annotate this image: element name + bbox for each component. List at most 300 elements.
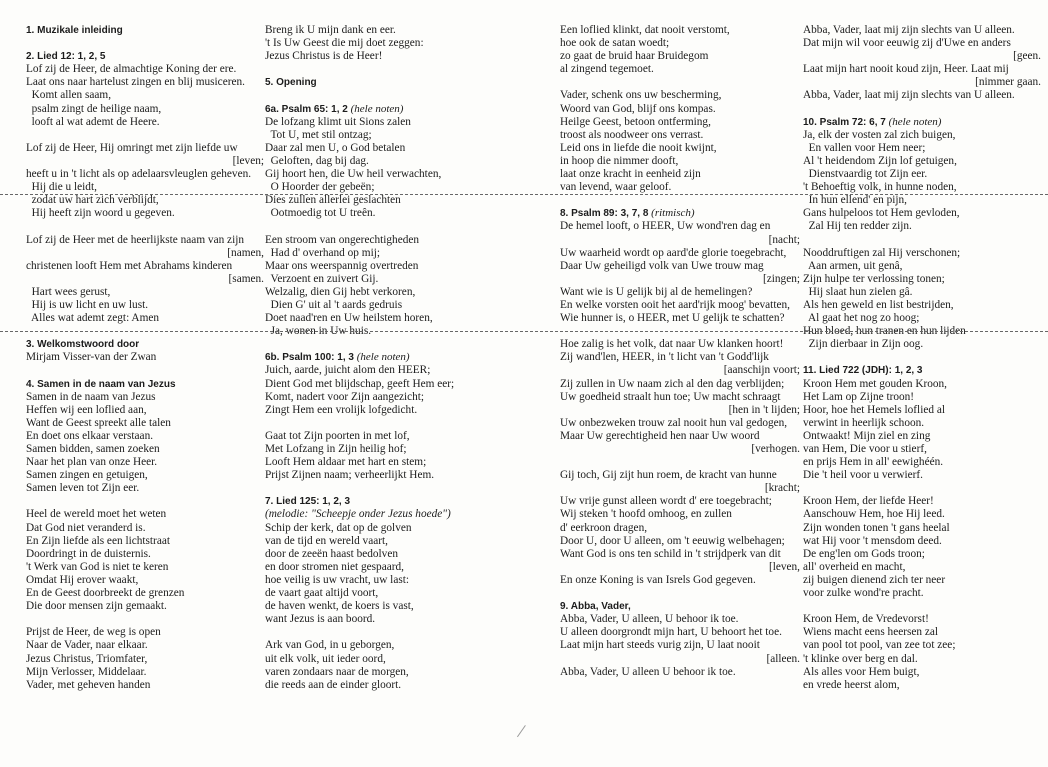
heading-text: 6a. Psalm 65: 1, 2 xyxy=(265,103,348,115)
heading-text: 4. Samen in de naam van Jezus xyxy=(26,378,176,390)
lyric-line xyxy=(26,548,266,561)
lyric-line xyxy=(560,535,802,548)
lyric-line xyxy=(26,587,266,600)
line-text: zij buigen dienend zich ter neer xyxy=(803,573,946,586)
lyric-line xyxy=(560,378,802,391)
line-continuation xyxy=(26,155,266,168)
lyric-line xyxy=(560,247,802,260)
lyric-line xyxy=(26,260,266,273)
line-text: christenen looft Hem met Abrahams kinderen xyxy=(26,259,233,272)
lyric-line xyxy=(265,207,533,220)
section-heading xyxy=(560,207,802,220)
lyric-line xyxy=(265,404,533,417)
lyric-line xyxy=(560,37,802,50)
line-text: Aanschouw Hem, hoe Hij leed. xyxy=(803,508,945,521)
line-continuation xyxy=(560,653,802,666)
lyric-line xyxy=(265,312,533,325)
lyric-line xyxy=(26,417,266,430)
line-text: Uw goedheid straalt hun toe; Uw macht schraagt xyxy=(560,390,781,403)
line-text: zo gaat de bruid haar Bruidegom xyxy=(560,50,709,63)
line-text: Kroon Hem, der liefde Heer! xyxy=(803,495,934,508)
stanza-gap xyxy=(265,63,533,76)
lyric-line xyxy=(560,129,802,142)
lyric-line xyxy=(26,89,266,102)
line-text: Uw vrije gunst alleen wordt d' ere toegebracht; xyxy=(560,495,772,508)
stanza-gap xyxy=(265,338,533,351)
line-text: Ja, wonen in Uw huis. xyxy=(265,325,372,338)
stanza-gap xyxy=(26,613,266,626)
lyric-line xyxy=(26,666,266,679)
line-text: Laat ons naar hartelust zingen en blij musiceren. xyxy=(26,76,245,89)
line-text: Samen leven tot Zijn eer. xyxy=(26,482,140,495)
line-text: psalm zingt de heilige naam, xyxy=(26,102,162,115)
lyric-line xyxy=(803,417,1043,430)
lyric-line xyxy=(265,24,533,37)
heading-text: 6b. Psalm 100: 1, 3 xyxy=(265,352,354,364)
line-text: Al gaat het nog zo hoog; xyxy=(803,312,920,325)
lyric-line xyxy=(560,63,802,76)
lyric-line xyxy=(265,653,533,666)
line-text: Dies zullen allerlei geslachten xyxy=(265,194,401,207)
lyric-line xyxy=(803,456,1043,469)
line-text: Omdat Hij erover waakt, xyxy=(26,573,139,586)
line-text: Maar Uw gerechtigheid hen naar Uw woord xyxy=(560,429,760,442)
line-continuation xyxy=(26,247,266,260)
lyric-line xyxy=(803,443,1043,456)
lyric-line xyxy=(265,391,533,404)
lyric-line xyxy=(560,574,802,587)
lyric-line xyxy=(803,338,1043,351)
lyric-line xyxy=(26,561,266,574)
lyric-line xyxy=(560,103,802,116)
lyric-line xyxy=(26,234,266,247)
lyric-line xyxy=(803,378,1043,391)
lyric-line xyxy=(265,129,533,142)
line-text: Die door mensen zijn gemaakt. xyxy=(26,600,167,613)
section-heading xyxy=(265,351,533,364)
lyric-line xyxy=(26,626,266,639)
lyric-line xyxy=(803,286,1043,299)
heading-text: 1. Muzikale inleiding xyxy=(26,25,123,36)
lyric-line xyxy=(265,181,533,194)
line-text: laat onze kracht in eenheid zijn xyxy=(560,168,701,181)
lyric-line xyxy=(26,430,266,443)
lyric-line xyxy=(26,351,266,364)
line-text: Als hen geweld en list bestrijden, xyxy=(803,298,954,311)
stanza-gap xyxy=(803,482,1043,495)
line-text: [hen in 't lijden; xyxy=(728,403,800,416)
line-text: En doet ons elkaar verstaan. xyxy=(26,429,154,442)
line-text: Vader, met geheven handen xyxy=(26,678,151,691)
lyric-line xyxy=(26,482,266,495)
line-text: verwint in heerlijk schoon. xyxy=(803,416,925,429)
section-heading xyxy=(26,378,266,391)
lyric-line xyxy=(265,378,533,391)
stanza-gap xyxy=(265,220,533,233)
lyric-line xyxy=(265,37,533,50)
line-text: die reeds aan de einder gloort. xyxy=(265,678,402,691)
line-text: want Jezus is aan boord. xyxy=(265,613,376,626)
line-text: Gaat tot Zijn poorten in met lof, xyxy=(265,429,410,442)
stanza-gap xyxy=(265,626,533,639)
line-text: Leid ons in liefde die nooit kwijnt, xyxy=(560,141,717,154)
line-continuation xyxy=(560,561,802,574)
section-heading xyxy=(26,24,266,37)
line-text: varen zondaars naar de morgen, xyxy=(265,665,409,678)
line-text: Laat mijn hart nooit koud zijn, Heer. Laat mij xyxy=(803,63,1009,76)
lyric-line xyxy=(803,273,1043,286)
stanza-gap xyxy=(265,89,533,102)
lyric-line xyxy=(265,299,533,312)
line-text: De lofzang klimt uit Sions zalen xyxy=(265,115,411,128)
line-text: En vallen voor Hem neer; xyxy=(803,141,926,154)
lyric-line xyxy=(803,613,1043,626)
lyric-line xyxy=(265,522,533,535)
lyric-line xyxy=(265,273,533,286)
heading-note: (hele noten) xyxy=(350,102,404,115)
line-text: Want wie is U gelijk bij al de hemelingen? xyxy=(560,285,753,298)
lyric-line xyxy=(26,194,266,207)
stanza-gap xyxy=(560,194,802,207)
line-text: en door stromen niet gespaard, xyxy=(265,560,404,573)
heading-text: 7. Lied 125: 1, 2, 3 xyxy=(265,496,351,508)
line-text: [aanschijn voort; xyxy=(723,364,800,377)
line-text: [zingen; xyxy=(762,272,800,285)
lyric-line xyxy=(560,522,802,535)
lyric-line xyxy=(265,155,533,168)
lyric-line xyxy=(803,89,1043,102)
line-text: Dat mijn wil voor eeuwig zij d'Uwe en anders xyxy=(803,37,1011,50)
lyric-line xyxy=(560,338,802,351)
lyric-line xyxy=(265,286,533,299)
line-text: Hart wees gerust, xyxy=(26,285,111,298)
lyric-line xyxy=(26,653,266,666)
line-text: van Hem, Die voor u stierf, xyxy=(803,443,927,455)
lyric-line xyxy=(560,430,802,443)
lyric-line xyxy=(560,89,802,102)
line-text: Lof zij de Heer met de heerlijkste naam van zijn xyxy=(26,233,245,246)
line-continuation xyxy=(560,273,802,286)
lyric-line xyxy=(26,404,266,417)
line-text: U alleen doorgrondt mijn hart, U behoort het toe. xyxy=(560,626,782,639)
line-text: troost als noodweer ons verrast. xyxy=(560,128,704,141)
line-text: Gij toch, Gij zijt hun roem, de kracht van hunne xyxy=(560,469,777,482)
line-text: Hun bloed, hun tranen en hun lijden xyxy=(803,325,966,338)
line-text: Mijn Verlosser, Middelaar. xyxy=(26,665,147,678)
lyric-line xyxy=(265,613,533,626)
line-text: van levend, waar geloof. xyxy=(560,181,672,194)
lyric-line xyxy=(265,50,533,63)
lyric-line xyxy=(803,535,1043,548)
line-text: Al 't heidendom Zijn lof getuigen, xyxy=(803,154,957,167)
fold-line-lower xyxy=(0,331,1048,332)
section-heading xyxy=(265,103,533,116)
line-text: Mirjam Visser-van der Zwan xyxy=(26,351,157,364)
stanza-gap xyxy=(26,129,266,142)
stanza-gap xyxy=(560,456,802,469)
line-text: Laat mijn hart steeds vurig zijn, U laat nooit xyxy=(560,639,760,652)
line-text: Daar Uw geheiligd volk van Uwe trouw mag xyxy=(560,259,764,272)
line-text: Jezus Christus is de Heer! xyxy=(265,50,383,63)
heading-note: (ritmisch) xyxy=(651,207,695,220)
stanza-gap xyxy=(803,234,1043,247)
section-heading xyxy=(265,76,533,89)
lyric-line xyxy=(265,234,533,247)
lyric-line xyxy=(265,116,533,129)
line-text: Hij heeft zijn woord u gegeven. xyxy=(26,207,175,220)
heading-text: 10. Psalm 72: 6, 7 xyxy=(803,116,886,128)
line-text: hoe ook de satan woedt; xyxy=(560,37,670,50)
line-text: (melodie: "Scheepje onder Jezus hoede") xyxy=(265,508,451,521)
lyric-line xyxy=(26,142,266,155)
stanza-gap xyxy=(560,76,802,89)
line-text: Wiens macht eens heersen zal xyxy=(803,626,939,639)
line-text: Vader, schenk ons uw bescherming, xyxy=(560,89,722,102)
lyric-line xyxy=(803,260,1043,273)
lyric-line xyxy=(265,260,533,273)
line-text: Het Lam op Zijne troon! xyxy=(803,390,915,403)
line-text: 't Werk van God is niet te keren xyxy=(26,560,169,573)
line-text: En de Geest doorbreekt de grenzen xyxy=(26,587,185,600)
stanza-gap xyxy=(265,417,533,430)
lyric-line xyxy=(26,443,266,456)
lyric-line xyxy=(803,666,1043,679)
lyric-line xyxy=(26,456,266,469)
line-text: Wij steken 't hoofd omhoog, en zullen xyxy=(560,508,732,521)
lyric-line xyxy=(560,220,802,233)
lyric-line xyxy=(803,391,1043,404)
lyric-line xyxy=(803,522,1043,535)
lyric-line xyxy=(560,508,802,521)
line-text: Heilge Geest, betoon ontferming, xyxy=(560,115,711,128)
lyric-line xyxy=(265,535,533,548)
lyric-line xyxy=(803,37,1043,50)
stanza-gap xyxy=(26,495,266,508)
line-text: Met Lofzang in Zijn heilig hof; xyxy=(265,443,407,455)
lyric-line xyxy=(803,639,1043,652)
line-text: Doordringt in de duisternis. xyxy=(26,547,151,560)
line-text: Dienstvaardig tot Zijn eer. xyxy=(803,168,928,181)
lyric-line xyxy=(265,561,533,574)
line-text: Heffen wij een loflied aan, xyxy=(26,403,147,416)
line-text: heeft u in 't licht als op adelaarsvleuglen geheven. xyxy=(26,168,252,181)
lyric-line xyxy=(803,312,1043,325)
lyric-line xyxy=(560,351,802,364)
line-text: Abba, Vader, laat mij zijn slechts van U alleen. xyxy=(803,24,1015,36)
line-text: Prijst de Heer, de weg is open xyxy=(26,626,161,639)
lyric-line xyxy=(560,50,802,63)
lyric-line xyxy=(560,548,802,561)
lyric-line xyxy=(265,430,533,443)
lyric-line xyxy=(265,666,533,679)
line-text: Een stroom van ongerechtigheden xyxy=(265,233,420,246)
line-text: Welzalig, dien Gij hebt verkoren, xyxy=(265,285,416,298)
line-text: [alleen. xyxy=(766,652,800,665)
line-text: Samen in de naam van Jezus xyxy=(26,390,156,403)
line-text: Kroon Hem met gouden Kroon, xyxy=(803,377,948,390)
heading-note: (hele noten) xyxy=(356,351,410,364)
lyric-line xyxy=(803,495,1043,508)
lyric-line xyxy=(26,63,266,76)
line-continuation xyxy=(560,364,802,377)
lyric-line xyxy=(265,548,533,561)
stanza-gap xyxy=(560,587,802,600)
line-text: Uw onbezweken trouw zal nooit hun val gedogen, xyxy=(560,416,788,429)
line-text: [verhogen. xyxy=(751,443,800,455)
lyric-line xyxy=(803,587,1043,600)
heading-text: 9. Abba, Vader, xyxy=(560,601,631,613)
line-text: uit elk volk, uit ieder oord, xyxy=(265,652,386,665)
lyric-line xyxy=(26,299,266,312)
lyric-line xyxy=(26,286,266,299)
line-text: Juich, aarde, juicht alom den HEER; xyxy=(265,364,431,377)
lyric-line xyxy=(803,508,1043,521)
line-text: Komt allen saam, xyxy=(26,89,112,102)
line-text: En onze Koning is van Isrels God gegeven. xyxy=(560,573,756,586)
column-3 xyxy=(560,24,802,763)
line-text: Hij slaat hun zielen gâ. xyxy=(803,285,913,298)
line-text: Gans hulpeloos tot Hem gevloden, xyxy=(803,207,960,220)
line-text: in hoop die nimmer dooft, xyxy=(560,154,679,167)
lyric-line xyxy=(265,194,533,207)
heading-text: 3. Welkomstwoord door xyxy=(26,339,140,351)
lyric-line xyxy=(803,63,1043,76)
line-text: Ark van God, in u geborgen, xyxy=(265,639,395,652)
lyric-line xyxy=(560,260,802,273)
line-text: 't Behoeftig volk, in hunne noden, xyxy=(803,181,957,194)
lyric-line xyxy=(560,116,802,129)
line-text: al zingend tegemoet. xyxy=(560,63,654,76)
lyric-line xyxy=(560,181,802,194)
line-text: wat Hij voor 't mensdom deed. xyxy=(803,534,942,547)
line-text: Zij zullen in Uw naam zich al den dag verblijden; xyxy=(560,377,785,390)
column-1 xyxy=(26,24,266,763)
section-heading xyxy=(265,495,533,508)
lyric-line xyxy=(560,639,802,652)
lyric-line xyxy=(265,639,533,652)
line-text: Zal Hij ten redder zijn. xyxy=(803,220,912,233)
lyric-line xyxy=(560,155,802,168)
line-continuation xyxy=(560,443,802,456)
line-text: hoe veilig is uw vracht, uw last: xyxy=(265,573,410,586)
line-text: en vrede heerst alom, xyxy=(803,678,900,691)
line-text: Door U, door U alleen, om 't eeuwig welbehagen; xyxy=(560,534,785,547)
line-text: Verzoent en zuivert Gij. xyxy=(265,272,379,285)
lyric-line xyxy=(803,168,1043,181)
lyric-line xyxy=(26,76,266,89)
stanza-gap xyxy=(26,364,266,377)
line-text: Looft Hem aldaar met hart en stem; xyxy=(265,456,427,469)
heading-note: (hele noten) xyxy=(888,115,942,128)
line-text: Nooddruftigen zal Hij verschonen; xyxy=(803,246,961,259)
line-text: Breng ik U mijn dank en eer. xyxy=(265,24,396,36)
line-text: Woord van God, blijf ons kompas. xyxy=(560,102,716,115)
lyric-line xyxy=(803,194,1043,207)
lyric-line xyxy=(560,142,802,155)
lyric-line xyxy=(560,495,802,508)
line-text: Ontwaakt! Mijn ziel en zing xyxy=(803,429,931,442)
line-text: Aan armen, uit genâ, xyxy=(803,259,903,272)
lyric-line xyxy=(26,391,266,404)
lyric-line xyxy=(560,417,802,430)
line-text: [nacht; xyxy=(768,233,800,246)
line-continuation xyxy=(26,273,266,286)
line-text: De hemel looft, o HEER, Uw wond'ren dag en xyxy=(560,220,771,233)
line-text: d' eerkroon dragen, xyxy=(560,521,648,534)
line-text: Gij hoort hen, die Uw heil verwachten, xyxy=(265,168,442,181)
line-text: Heel de wereld moet het weten xyxy=(26,508,167,521)
line-text: van de tijd en wereld vaart, xyxy=(265,534,388,547)
lyric-line xyxy=(26,207,266,220)
stanza-gap xyxy=(803,103,1043,116)
line-text: Hij die u leidt, xyxy=(26,181,97,194)
line-text: Ootmoedig tot U treên. xyxy=(265,207,376,220)
line-text: Doet naad'ren en Uw heilstem horen, xyxy=(265,312,433,325)
lyric-line xyxy=(803,469,1043,482)
lyric-line xyxy=(803,548,1043,561)
line-text: 't Is Uw Geest die mij doet zeggen: xyxy=(265,37,424,50)
stanza-gap xyxy=(265,482,533,495)
lyric-line xyxy=(26,574,266,587)
line-text: In hun ellend' en pijn, xyxy=(803,194,907,207)
line-text: de haven wenkt, de koers is vast, xyxy=(265,600,414,613)
lyric-line xyxy=(803,207,1043,220)
line-text: Hoe zalig is het volk, dat naar Uw klanken hoort! xyxy=(560,338,784,351)
lyric-line xyxy=(803,626,1043,639)
lyric-line xyxy=(265,364,533,377)
line-text: [namen, xyxy=(227,246,264,259)
lyric-line xyxy=(265,469,533,482)
lyric-line xyxy=(803,679,1043,692)
line-text: Ja, elk der vosten zal zich buigen, xyxy=(803,128,956,141)
line-text: Prijst Zijnen naam; verheerlijkt Hem. xyxy=(265,469,435,482)
lyric-line xyxy=(26,600,266,613)
lyric-line xyxy=(560,24,802,37)
lyric-line xyxy=(26,469,266,482)
line-text: 't klinke over berg en dal. xyxy=(803,652,918,665)
lyric-line xyxy=(560,299,802,312)
line-text: Jezus Christus, Triomfater, xyxy=(26,652,148,665)
lyric-line xyxy=(803,430,1043,443)
lyric-line xyxy=(265,247,533,260)
lyric-line xyxy=(803,155,1043,168)
lyric-line xyxy=(560,286,802,299)
line-continuation xyxy=(560,482,802,495)
line-text: Want God is ons ten schild in 't strijdperk van dit xyxy=(560,547,781,560)
lyric-line xyxy=(26,508,266,521)
heading-text: 2. Lied 12: 1, 2, 5 xyxy=(26,51,106,63)
line-text: Een loflied klinkt, dat nooit verstomt, xyxy=(560,24,730,36)
line-text: Abba, Vader, U alleen, U behoor ik toe. xyxy=(560,613,739,626)
heading-text: 11. Lied 722 (JDH): 1, 2, 3 xyxy=(803,365,923,377)
lyric-line xyxy=(803,653,1043,666)
lyric-line xyxy=(265,168,533,181)
lyric-line xyxy=(26,535,266,548)
line-text: all' overheid en macht, xyxy=(803,560,906,573)
line-text: Lof zij de Heer, Hij omringt met zijn liefde uw xyxy=(26,141,238,154)
lyric-line xyxy=(26,639,266,652)
line-text: Had d' overhand op mij; xyxy=(265,246,380,259)
lyric-line xyxy=(26,103,266,116)
lyric-line xyxy=(560,666,802,679)
lyric-line xyxy=(803,129,1043,142)
section-heading xyxy=(26,338,266,351)
fold-line-upper xyxy=(0,194,1048,195)
heading-text: 5. Opening xyxy=(265,77,317,89)
line-continuation xyxy=(560,404,802,417)
line-text: Maar ons weerspannig overtreden xyxy=(265,259,419,272)
line-text: De eng'len om Gods troon; xyxy=(803,547,925,560)
